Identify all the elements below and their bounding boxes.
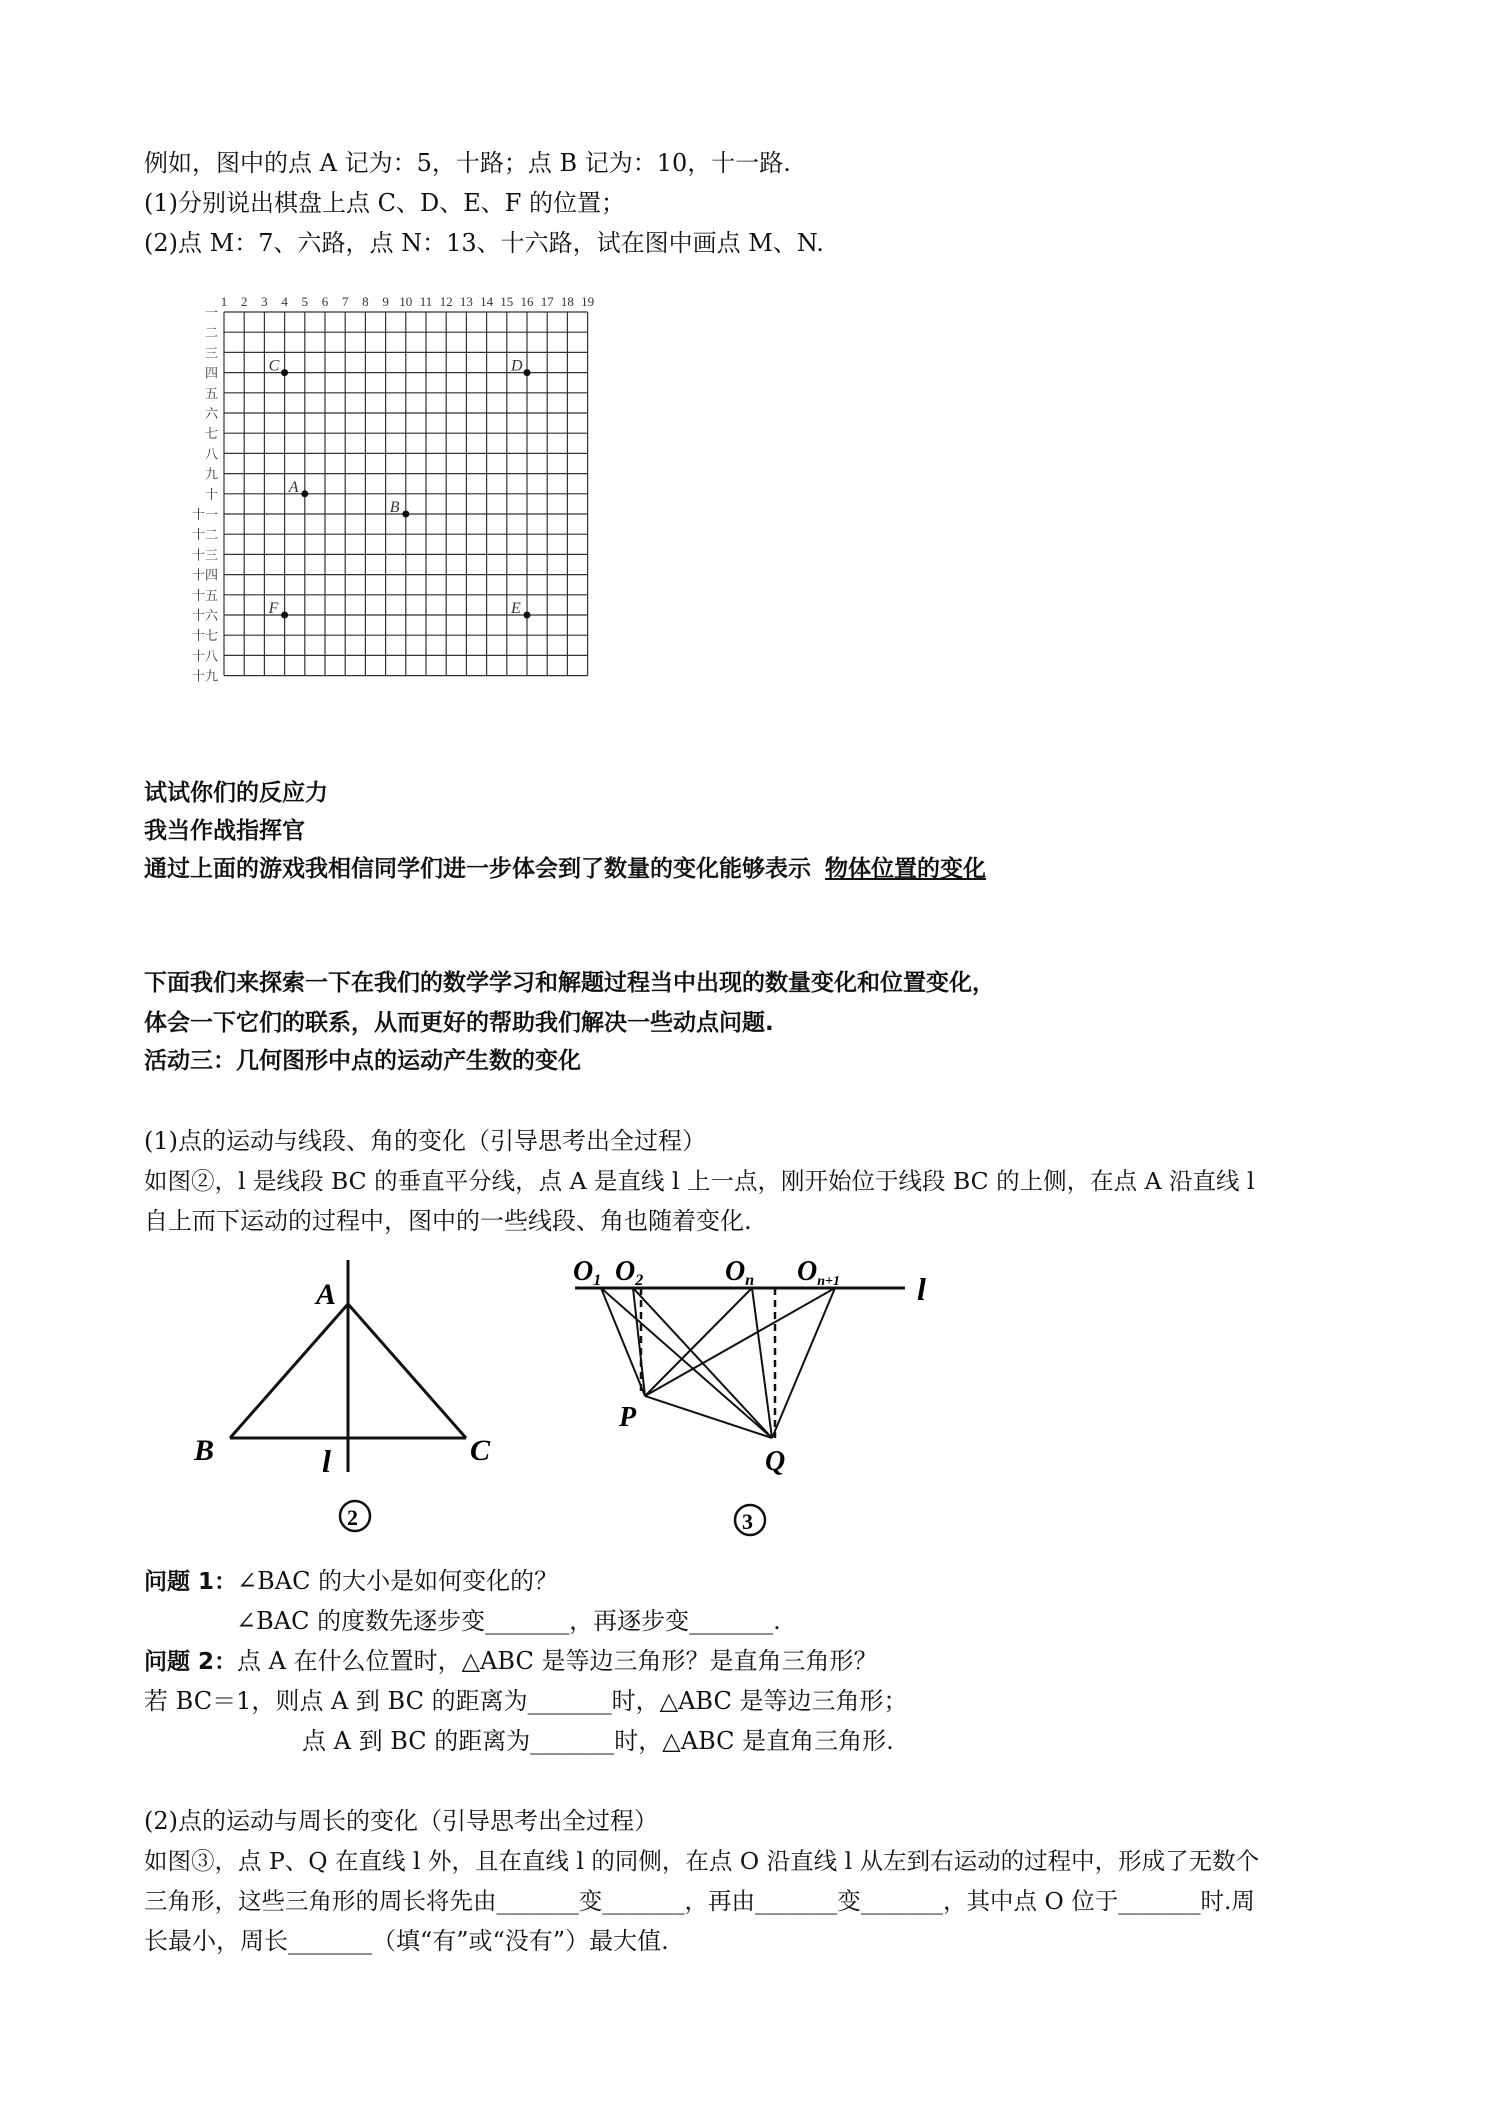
figure-3-moving-point-perimeter — [565, 1248, 965, 1538]
fig3-label-on: On — [725, 1256, 755, 1289]
board-point-label: C — [268, 357, 280, 375]
board-column-label: 14 — [480, 294, 494, 309]
board-point-d — [524, 369, 531, 376]
explore-paragraph-1: 下面我们来探索一下在我们的数学学习和解题过程当中出现的数量变化和位置变化， — [144, 970, 995, 996]
part-1-description-1: 如图②，l 是线段 BC 的垂直平分线，点 A 是直线 l 上一点，刚开始位于线段 BC 的上侧，在点 A 沿直线 l — [144, 1167, 1255, 1195]
board-column-label: 11 — [419, 294, 433, 309]
board-column-label: 13 — [459, 294, 473, 309]
question-1-fill: ∠BAC 的度数先逐步变_______，再逐步变_______. — [236, 1607, 781, 1635]
board-column-label: 6 — [321, 294, 329, 309]
board-point-label: D — [511, 357, 523, 375]
board-row-label: 九 — [204, 466, 218, 482]
board-column-label: 18 — [560, 294, 574, 309]
question-1-text: ∠BAC 的大小是如何变化的？ — [237, 1567, 559, 1595]
board-row-label: 十八 — [191, 648, 218, 664]
board-column-label: 1 — [220, 294, 228, 309]
board-row-label: 二 — [204, 325, 218, 341]
fig3-label-l: l — [917, 1271, 926, 1307]
question-2-fill-1: 若 BC＝1，则点 A 到 BC 的距离为_______时，△ABC 是等边三角形； — [144, 1687, 908, 1715]
go-board-figure — [160, 290, 620, 700]
board-point-label: F — [268, 600, 279, 617]
fig2-label-a: A — [316, 1278, 337, 1311]
fig3-label-on1: On+1 — [797, 1256, 840, 1289]
fig2-label-b: B — [194, 1434, 215, 1467]
board-row-label: 五 — [204, 385, 218, 401]
board-row-label: 十七 — [191, 628, 218, 644]
fig3-label-q: Q — [765, 1446, 786, 1477]
board-row-label: 十五 — [191, 587, 218, 603]
board-row-label: 六 — [204, 406, 218, 421]
example-text: 例如，图中的点 A 记为：5，十路；点 B 记为：10，十一路. — [144, 149, 791, 177]
board-column-label: 10 — [399, 294, 413, 309]
board-point-label: E — [511, 600, 521, 617]
board-row-label: 三 — [204, 345, 218, 361]
board-column-label: 4 — [281, 294, 288, 309]
part-2-line-1: 如图③，点 P、Q 在直线 l 外，且在直线 l 的同侧，在点 O 沿直线 l 从左到右运动的过程中，形成了无数个 — [144, 1847, 1260, 1875]
board-point-c — [281, 369, 288, 376]
heading-reaction: 试试你们的反应力 — [144, 780, 328, 806]
question-2 — [144, 1644, 877, 1679]
fig3-label-o2: O2 — [615, 1256, 644, 1289]
svg-text:3: 3 — [742, 1509, 753, 1534]
question-1 — [144, 1564, 558, 1599]
board-column-label: 5 — [301, 294, 309, 309]
board-row-label: 四 — [204, 365, 218, 381]
fig3-label-p: P — [619, 1402, 637, 1433]
board-point-label: B — [389, 499, 400, 516]
board-column-label: 8 — [362, 294, 369, 309]
board-point-f — [281, 612, 288, 619]
board-column-label: 17 — [540, 294, 554, 309]
board-row-label: 十 — [204, 486, 218, 502]
board-row-label: 十六 — [191, 608, 218, 623]
part-2-title: (2)点的运动与周长的变化（引导思考出全过程） — [144, 1807, 658, 1835]
board-column-label: 16 — [520, 294, 534, 309]
fig3-label-o1: O1 — [573, 1256, 602, 1289]
board-column-label: 19 — [581, 294, 595, 309]
fig2-label-l: l — [322, 1443, 331, 1479]
question-2-text: (2)点 M：7、六路，点 N：13、十六路，试在图中画点 M、N. — [144, 229, 824, 257]
question-1-label: 问题 1： — [144, 1569, 238, 1595]
activity-3-heading: 活动三：几何图形中点的运动产生数的变化 — [144, 1048, 581, 1074]
question-2-label: 问题 2： — [144, 1649, 238, 1675]
question-1-text: (1)分别说出棋盘上点 C、D、E、F 的位置； — [144, 189, 626, 217]
board-row-label: 十一 — [191, 507, 218, 522]
board-row-label: 十三 — [191, 547, 218, 563]
board-point-label: A — [288, 478, 299, 496]
board-row-label: 十二 — [191, 527, 218, 543]
conclusion-answer: 物体位置的变化 — [825, 856, 987, 882]
explore-paragraph-2: 体会一下它们的联系，从而更好的帮助我们解决一些动点问题. — [144, 1010, 774, 1036]
part-1-description-2: 自上而下运动的过程中，图中的一些线段、角也随着变化. — [144, 1207, 752, 1235]
board-point-a — [301, 490, 308, 497]
board-column-label: 15 — [500, 294, 514, 309]
part-1-title: (1)点的运动与线段、角的变化（引导思考出全过程） — [144, 1127, 706, 1155]
board-column-label: 3 — [261, 294, 268, 309]
part-2-line-3: 长最小，周长_______（填“有”或“没有”）最大值. — [144, 1927, 669, 1955]
question-2-fill-2: 点 A 到 BC 的距离为_______时，△ABC 是直角三角形. — [302, 1727, 894, 1755]
conclusion-prefix: 通过上面的游戏我相信同学们进一步体会到了数量的变化能够表示 — [144, 856, 811, 882]
board-column-label: 2 — [240, 294, 248, 309]
board-point-b — [402, 511, 409, 518]
fig2-label-c: C — [470, 1434, 491, 1467]
question-2-text: 点 A 在什么位置时，△ABC 是等边三角形？是直角三角形？ — [237, 1647, 878, 1675]
part-2-line-2: 三角形，这些三角形的周长将先由_______变_______，再由_______变_______，其中点 O 位于_______时.周 — [144, 1887, 1255, 1915]
board-column-label: 12 — [439, 294, 453, 309]
heading-commander: 我当作战指挥官 — [144, 818, 305, 844]
board-row-label: 十四 — [191, 567, 218, 583]
board-row-label: 七 — [204, 426, 218, 442]
board-row-label: 一 — [204, 305, 218, 320]
board-row-label: 十九 — [191, 668, 218, 684]
conclusion-paragraph — [144, 852, 986, 886]
board-column-label: 9 — [382, 294, 389, 309]
board-column-label: 7 — [341, 294, 349, 309]
board-point-e — [524, 612, 531, 619]
board-row-label: 八 — [204, 446, 218, 462]
svg-text:2: 2 — [347, 1505, 358, 1530]
figure-2-perpendicular-bisector — [180, 1258, 520, 1534]
